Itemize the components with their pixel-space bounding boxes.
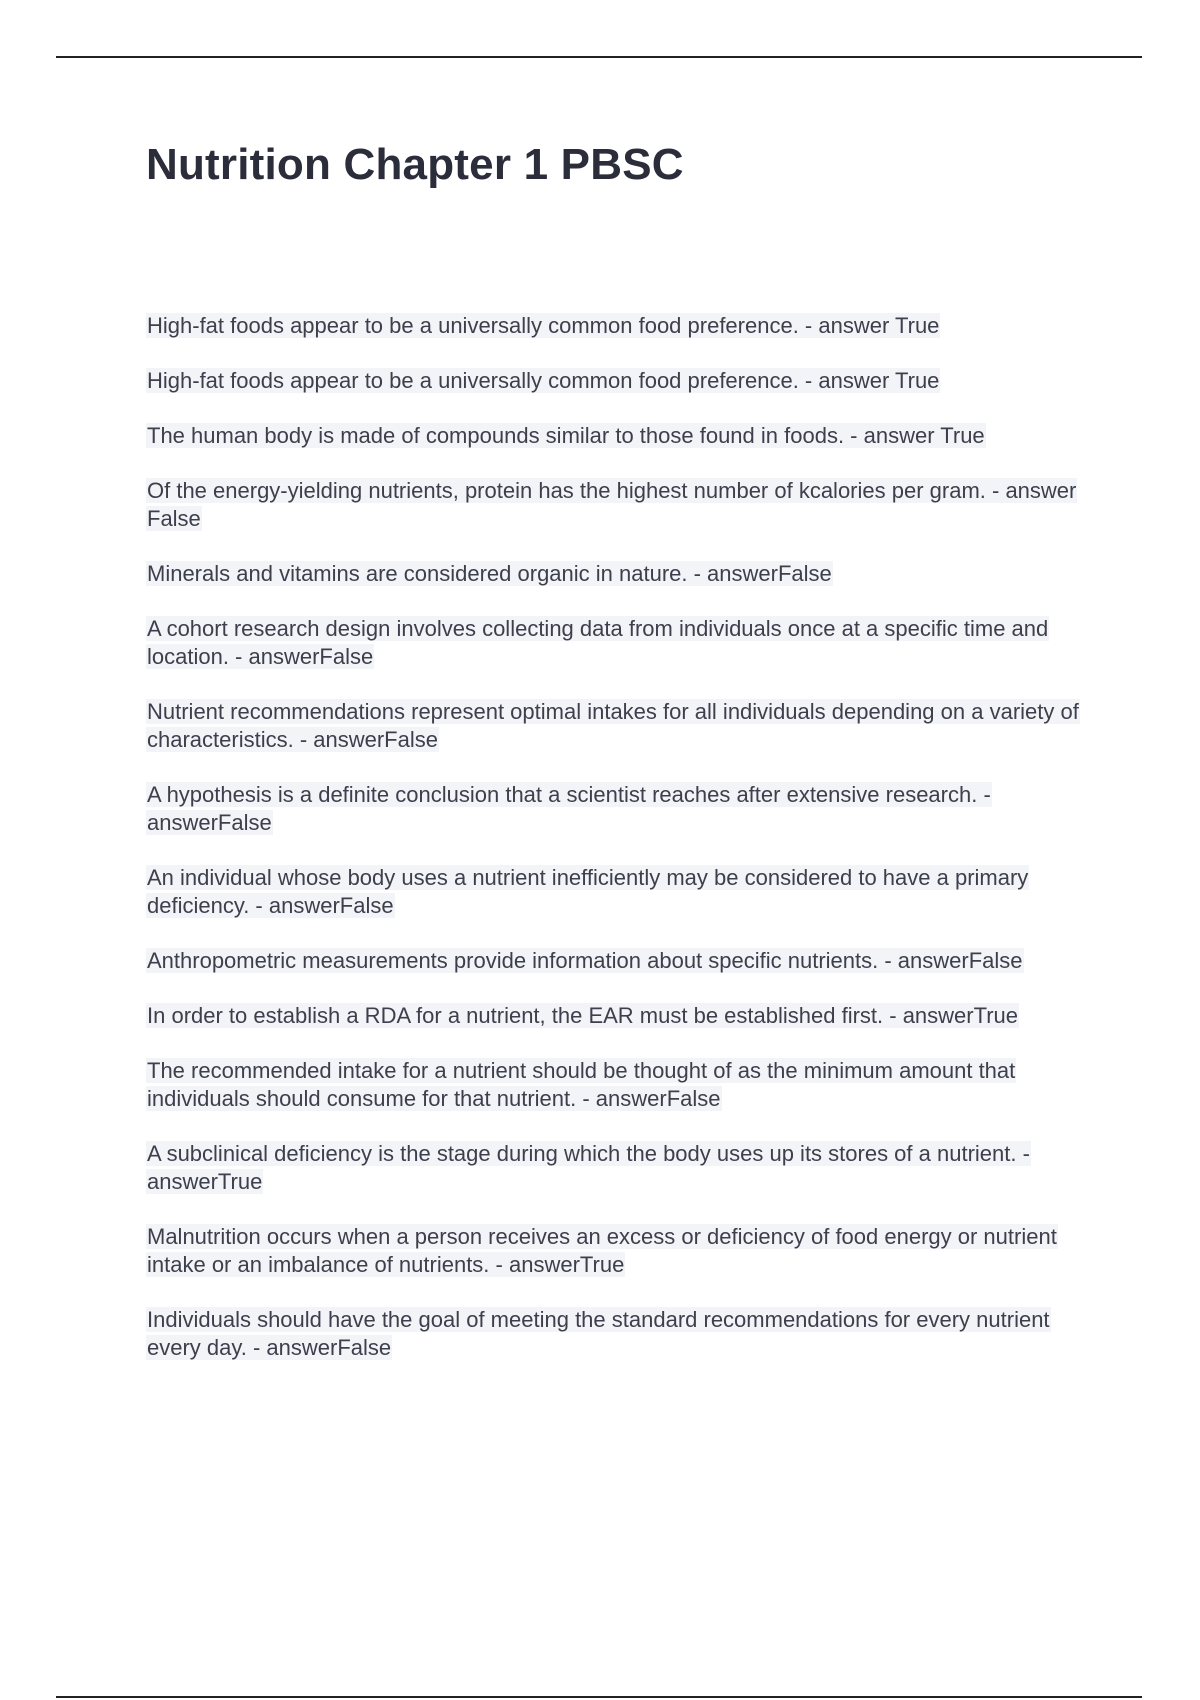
- question-text: Individuals should have the goal of meeting the standard recommendations for every nutrient every day. - answerFalse: [147, 1307, 1050, 1360]
- list-item: [146, 615, 1086, 671]
- list-item: [146, 698, 1086, 754]
- list-item: [146, 1057, 1086, 1113]
- list-item: [146, 947, 1086, 975]
- question-list: [146, 312, 1086, 1389]
- list-item: [146, 312, 1086, 340]
- question-text: High-fat foods appear to be a universally common food preference. - answer True: [147, 368, 940, 393]
- question-text: An individual whose body uses a nutrient inefficiently may be considered to have a primary deficiency. - answerFalse: [147, 865, 1029, 918]
- question-text: Minerals and vitamins are considered organic in nature. - answerFalse: [147, 561, 832, 586]
- list-item: [146, 1140, 1086, 1196]
- list-item: [146, 781, 1086, 837]
- list-item: [146, 477, 1086, 533]
- list-item: [146, 367, 1086, 395]
- question-text: Nutrient recommendations represent optimal intakes for all individuals depending on a variety of characteristics. - answerFalse: [147, 699, 1079, 752]
- question-text: Malnutrition occurs when a person receives an excess or deficiency of food energy or nutrient intake or an imbalance of nutrients. - answerTrue: [147, 1224, 1057, 1277]
- question-text: A hypothesis is a definite conclusion that a scientist reaches after extensive research. - answerFalse: [147, 782, 991, 835]
- list-item: [146, 864, 1086, 920]
- question-text: A cohort research design involves collecting data from individuals once at a specific time and location. - answerFalse: [147, 616, 1049, 669]
- page-title: Nutrition Chapter 1 PBSC: [146, 140, 684, 189]
- question-text: The recommended intake for a nutrient should be thought of as the minimum amount that individuals should consume for that nutrient. - answerFalse: [147, 1058, 1016, 1111]
- question-text: Of the energy-yielding nutrients, protein has the highest number of kcalories per gram. - answer False: [147, 478, 1077, 531]
- top-rule: [56, 56, 1142, 58]
- question-text: In order to establish a RDA for a nutrient, the EAR must be established first. - answerTrue: [147, 1003, 1019, 1028]
- question-text: Anthropometric measurements provide information about specific nutrients. - answerFalse: [147, 948, 1023, 973]
- list-item: [146, 1306, 1086, 1362]
- list-item: [146, 422, 1086, 450]
- question-text: The human body is made of compounds similar to those found in foods. - answer True: [147, 423, 985, 448]
- list-item: [146, 560, 1086, 588]
- bottom-rule: [56, 1696, 1142, 1698]
- question-text: A subclinical deficiency is the stage during which the body uses up its stores of a nutrient. - answerTrue: [147, 1141, 1030, 1194]
- list-item: [146, 1223, 1086, 1279]
- question-text: High-fat foods appear to be a universally common food preference. - answer True: [147, 313, 940, 338]
- list-item: [146, 1002, 1086, 1030]
